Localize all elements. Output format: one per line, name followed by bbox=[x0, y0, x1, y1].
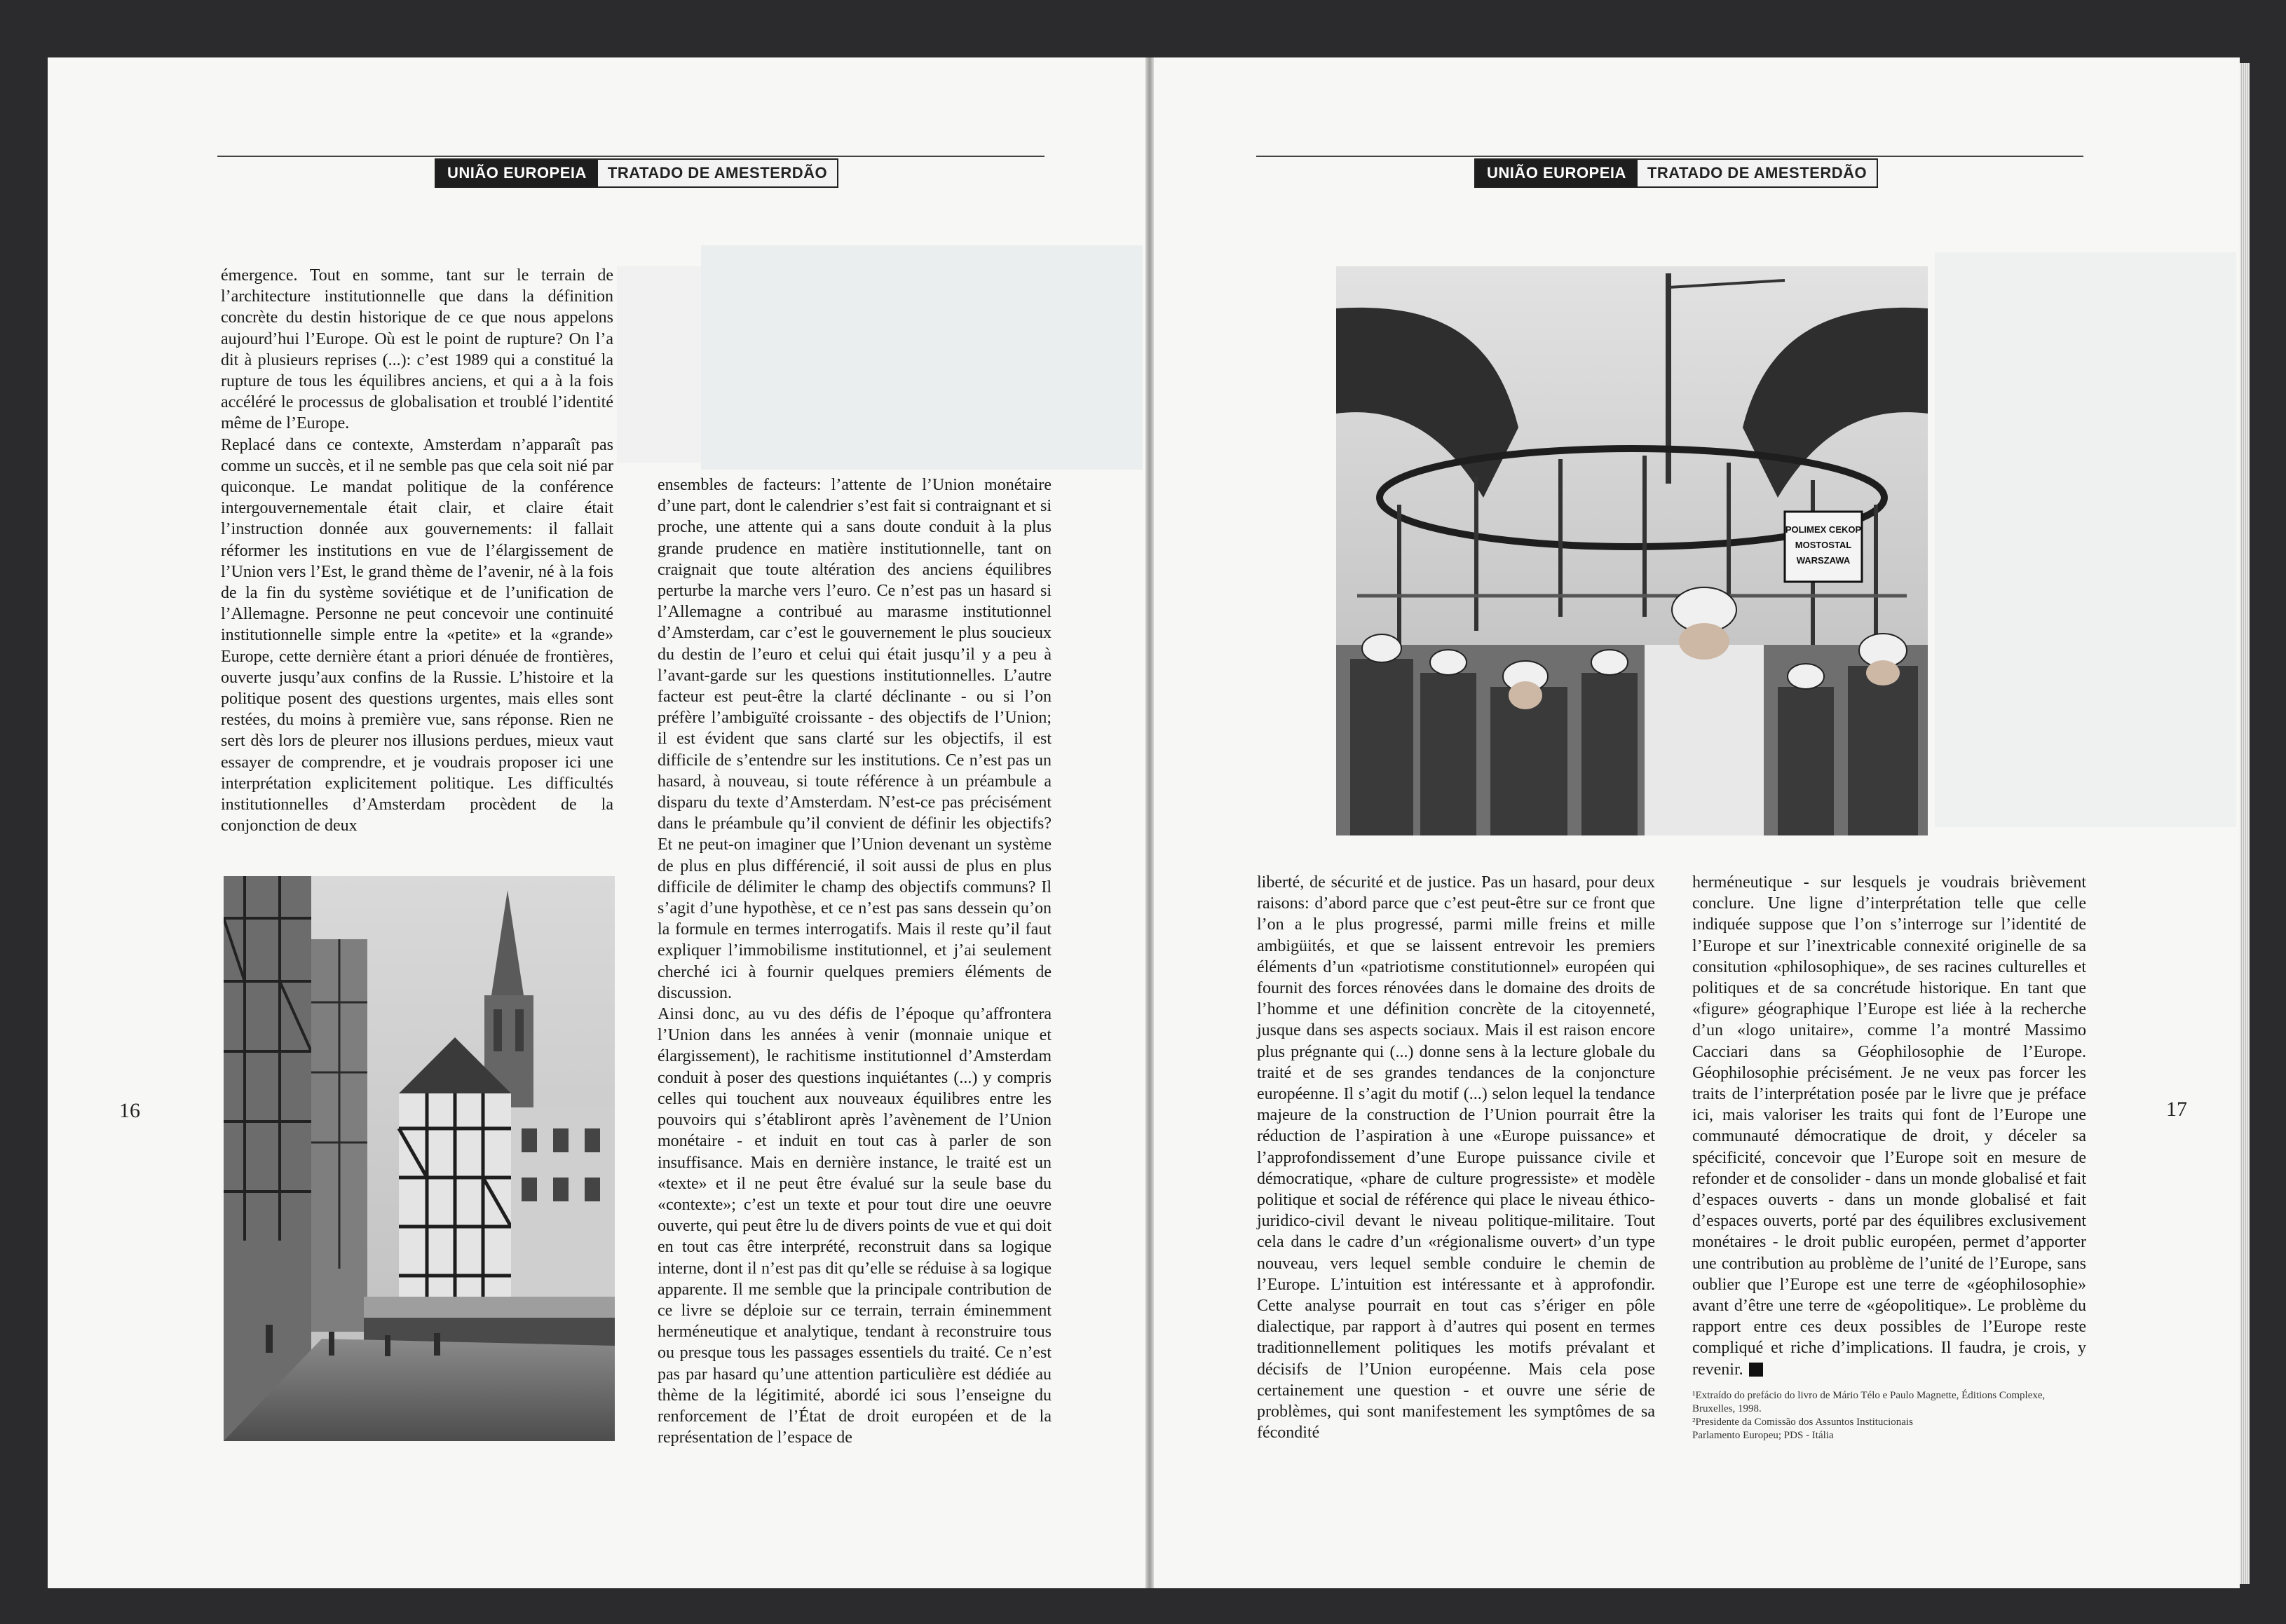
topic-label: TRATADO DE AMESTERDÃO bbox=[598, 160, 837, 186]
paragraph bbox=[1692, 872, 2086, 1380]
right-column-1 bbox=[1257, 872, 1655, 1443]
photo-strasbourg-street bbox=[224, 876, 615, 1441]
photo-construction-site bbox=[1336, 266, 1928, 835]
paragraph: émergence. Tout en somme, tant sur le terrain de l’architecture institutionnelle que dans la définition concrète du destin historique de ce que nous appelons aujourd’hui l’Europe. Où est le point de rupture? On l’a dit à plusieurs reprises (...): c’est 1989 qui a constitué la rupture de tous les équilibres anciens, et qui a à la fois accéléré le processus de globalisation et troublé l’identité même de l’Europe. bbox=[221, 266, 613, 433]
left-column-1 bbox=[221, 265, 613, 836]
end-of-article-mark bbox=[1749, 1363, 1763, 1377]
page-number-left: 16 bbox=[119, 1099, 140, 1122]
page-edges bbox=[2240, 63, 2250, 1584]
paragraph: Replacé dans ce contexte, Amsterdam n’apparaît pas comme un succès, et il ne semble pas que cela soit nié par quiconque. Le mandat politique de la conférence intergouvernementale était clair, et claire était l’instruction donnée aux gouvernements: il fallait réformer les institutions en vue de l’élargissement de l’Union vers l’Est, le grand thème de l’avenir, né à la fois de la fin du système soviétique et de l’unification de l’Allemagne. Personne ne peut concevoir une continuité institutionnelle simple entre la «petite» et la «grande» Europe, cette dernière étant a priori dénuée de frontières, ouverte jusqu’aux confins de la Russie. L’histoire et la politique posent des questions urgentes, mais elles sont restées, du moins à première vue, sans réponse. Rien ne sert dès lors de pleurer nos illusions perdues, mieux vaut essayer de comprendre, et je voudrais proposer ici une interprétation explicitement politique. Les difficultés institutionnelles d’Amsterdam procèdent de la conjonction de deux bbox=[221, 435, 613, 835]
section-label: UNIÃO EUROPEIA bbox=[1476, 160, 1638, 186]
header-rule-right bbox=[1256, 156, 2083, 157]
sign-line-2: MOSTOSTAL bbox=[1795, 540, 1852, 550]
show-through-left-2 bbox=[617, 266, 701, 463]
strasbourg-photo-illustration bbox=[224, 876, 615, 1441]
footnote: Parlamento Europeu; PDS - Itália bbox=[1692, 1430, 1834, 1441]
topic-label: TRATADO DE AMESTERDÃO bbox=[1638, 160, 1877, 186]
paragraph: Ainsi donc, au vu des défis de l’époque qu’affrontera l’Union dans les années à venir (monnaie unique et élargissement), le rachitisme institutionnel d’Amsterdam conduit à poser des questions inquiétantes (...) y compris celles qui touchent aux nouveaux équilibres entre les pouvoirs qui s’établiront après l’avènement de l’Union monétaire - et induit en tout cas à parler de son insuffisance. Mais en dernière instance, le traité est un «texte» et il ne peut être évalué sur la seule base du «contexte»; c’est un texte et pour tout dire une oeuvre ouverte, qui peut être lu de divers points de vue et qui doit en tout cas être interprété, reconstruit dans sa logique interne, dont il n’est pas dit qu’elle se réduise à sa logique apparente. Il me semble que la principale contribution de ce livre se déploie sur ce terrain, terrain éminemment herméneutique et analytique, tendant à reconstruire tous ou presque tous les passages essentiels du traité. Ce n’est pas par hasard qu’une attention particulière est dédiée au thème de la légitimité, abordé ici sous l’enseigne du renforcement de l’État de droit européen et de la représentation de l’espace de bbox=[658, 1005, 1052, 1447]
page-number-right: 17 bbox=[2166, 1098, 2187, 1121]
paragraph-text: herméneutique - sur lesquels je voudrais brièvement conclure. Une ligne d’interprétation telle que celle indiquée suppose que l’on s’interroge sur l’identité de l’Europe et sur l’inextricable connexité originelle de sa consitution «philosophique», de ses racines culturelles et politiques et de sa concrétude historique. En tant que «figure» géographique l’Europe est liée à la recherche d’un «logo unitaire», comme l’a montré Massimo Cacciari dans sa Géophilosophie de l’Europe. Géophilosophie précisément. Je ne veux pas forcer les traits de l’interprétation posée par le livre que je préface ici, mais valoriser les traits qui font de l’Europe une communauté démocratique de droit, y déceler sa spécificité, concevoir que l’Europe soit en mesure de refonder et de consolider - dans un monde globalisé et fait d’espaces ouverts - dans un monde globalisé et fait d’espaces ouverts, porté par des équilibres exclusivement monétaires - le droit public européen, permet d’apporter une contribution au problème de l’unité de l’Europe, sans oublier que l’Europe est une terre de «géophilosophie» avant d’être une terre de «géopolitique». Le problème du rapport entre ces deux possibles de l’Europe reste compliqué et riche d’implications. Il faudra, je crois, y revenir. bbox=[1692, 873, 2086, 1379]
construction-photo-illustration bbox=[1336, 266, 1928, 835]
footnotes bbox=[1692, 1389, 2086, 1442]
book-gutter bbox=[1145, 57, 1154, 1588]
running-header-left bbox=[435, 158, 838, 188]
running-header-right bbox=[1474, 158, 1878, 188]
show-through-right bbox=[1935, 252, 2236, 827]
paragraph: ensembles de facteurs: l’attente de l’Union monétaire d’une part, dont le calendrier s’est fait si contraignant et si proche, une attente qui a sans doute conduit à la plus grande prudence en matière institutionnelle, tant on craignait que toute altération des anciens équilibres perturbe la marche vers l’euro. Ce n’est pas un hasard si l’Allemagne a contribué au marasme institutionnel d’Amsterdam, car c’est le gouvernement le plus soucieux du destin de l’euro et celui qui était jusqu’il y a peu à l’avant-garde sur les questions institutionnelles. L’autre facteur est peut-être la clarté déclinante - ou si l’on préfère l’ambiguïté croissante - des objectifs de l’Union; il est évident que sans clarté sur les objectifs, il est difficile de s’entendre sur les institutions. Ce n’est pas un hasard, à nouveau, si toute référence à un préambule a disparu du texte d’Amsterdam. N’est-ce pas précisément dans le préambule qu’il convient de définir les objectifs? Et ne peut-on imaginer que l’Union devenant un système de plus en plus différencié, il soit aussi de plus en plus difficile de délimiter le champ des objectifs communs? Il s’agit d’une hypothèse, et ce n’est pas sans dessein qu’on la formule en termes interrogatifs. Mais il reste qu’il faut expliquer l’immobilisme institutionnel, et j’ai seulement cherché ici à fournir quelques premiers éléments de discussion. bbox=[658, 476, 1052, 1002]
show-through-left bbox=[701, 245, 1143, 470]
left-column-2 bbox=[658, 475, 1052, 1448]
sign-line-3: WARSZAWA bbox=[1796, 555, 1851, 566]
footnote: ²Presidente da Comissão dos Assuntos Institucionais bbox=[1692, 1417, 1913, 1428]
footnote: ¹Extraído do prefácio do livro de Mário Télo e Paulo Magnette, Éditions Complexe, Bruxelles, 1998. bbox=[1692, 1390, 2046, 1414]
section-label: UNIÃO EUROPEIA bbox=[436, 160, 598, 186]
right-column-2 bbox=[1692, 872, 2086, 1380]
sign-line-1: POLIMEX CEKOP bbox=[1785, 524, 1862, 535]
header-rule-left bbox=[217, 156, 1045, 157]
paragraph: liberté, de sécurité et de justice. Pas un hasard, pour deux raisons: d’abord parce que c’est peut-être sur ce front que l’on a le plus progressé, parmi mille freins et mille ambigüités, et que se laissent entrevoir les premiers éléments d’un «patriotisme constitutionnel» européen qui fournit des forces rénovées dans le domaine des droits de l’homme et une définition concrète de la citoyenneté, jusque dans ses aspects sociaux. Mais il est raison encore plus prégnante qui (...) donne sens à la lecture globale du traité et de ses grandes tendances de la conjoncture européenne. Il s’agit du motif (...) selon lequel la tendance majeure de la construction de l’Union pourrait être la réduction de l’aspiration à une «Europe puissance» et l’approfondissement d’une Europe puissance civile et démocratique, «phare de culture progressiste» et modèle politique et social de référence qui place le niveau éthico-juridico-civil devant le niveau politique-militaire. Tout cela dans le cadre d’un «régionalisme ouvert» d’un type nouveau, vers lequel semble conduire le chemin de l’Europe. L’intuition est intéressante et à approfondir. Cette analyse pourrait en tout cas s’ériger en pôle dialectique, par rapport à d’autres qui posent en termes traditionnellement politiques les motifs prévalant et décisifs de l’Union européenne. Mais cela pose certainement une question - et ouvre une série de problèmes, qui sont manifestement les symptômes de sa fécondité bbox=[1257, 873, 1655, 1442]
